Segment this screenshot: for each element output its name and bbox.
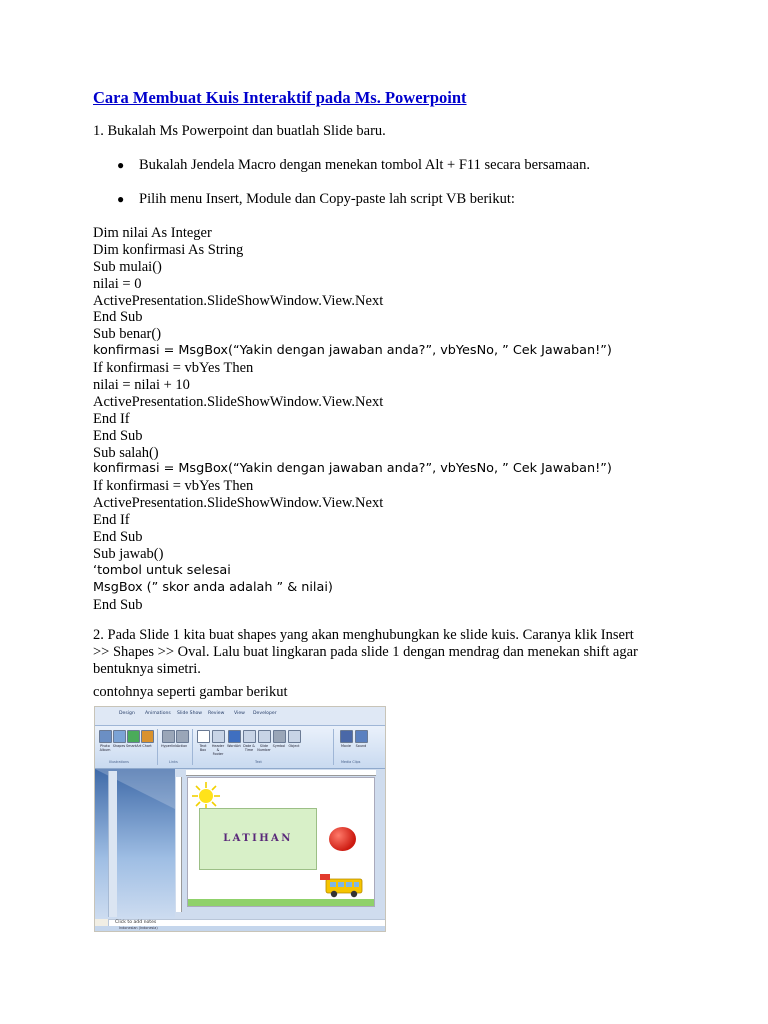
ribbon-group-label: Illustrations [109, 760, 129, 764]
step-1-text: 1. Bukalah Ms Powerpoint dan buatlah Slide baru. [93, 123, 386, 139]
wordart-button [227, 730, 241, 748]
ribbon-tab: Animations [145, 711, 171, 716]
step-2-line: 2. Pada Slide 1 kita buat shapes yang akan menghubungkan ke slide kuis. Caranya klik Insert [93, 627, 634, 643]
smartart-button [126, 730, 140, 748]
object-icon [288, 730, 301, 743]
ribbon-group-label: Links [169, 760, 178, 764]
button-label: WordArt [227, 744, 241, 748]
date-time-button [242, 730, 256, 752]
symbol-button [272, 730, 286, 748]
slide-number-icon [258, 730, 271, 743]
chart-button [140, 730, 154, 748]
ribbon-tab: View [234, 711, 245, 716]
ribbon-tab: Design [119, 711, 135, 716]
button-label: Action [176, 744, 188, 748]
code-line: Dim konfirmasi As String [93, 241, 244, 258]
code-line: Sub jawab() [93, 545, 164, 562]
button-label: Hyperlink [161, 744, 178, 748]
object-button [287, 730, 301, 748]
ribbon-tabs-bar [95, 707, 385, 726]
code-line: Sub salah() [93, 444, 159, 461]
ribbon [95, 726, 385, 769]
header-footer-icon [212, 730, 225, 743]
code-line: End If [93, 512, 130, 529]
button-label: Date & Time [243, 744, 255, 752]
button-label: Movie [340, 744, 352, 748]
action-icon [176, 730, 189, 743]
action-button [175, 730, 189, 748]
shapes-icon [113, 730, 126, 743]
group-divider [192, 729, 193, 765]
sun-icon [191, 781, 221, 811]
code-line: ‘tombol untuk selesai [93, 562, 231, 578]
shapes-button [112, 730, 126, 748]
text-box-button [196, 730, 210, 752]
slide-canvas [187, 777, 375, 907]
ribbon-tab: Developer [253, 711, 277, 716]
code-line: Sub mulai() [93, 258, 162, 275]
step-2-line: bentuknya simetri. [93, 661, 201, 677]
text-box-icon [197, 730, 210, 743]
code-line: If konfirmasi = vbYes Then [93, 478, 254, 495]
button-label: Photo Album [99, 744, 111, 752]
header-footer-button [211, 730, 225, 756]
bullet-item [117, 191, 515, 208]
smartart-icon [127, 730, 140, 743]
sound-button [354, 730, 368, 748]
group-divider [333, 729, 334, 765]
code-line: End Sub [93, 529, 143, 546]
ribbon-tab: Review [208, 711, 225, 716]
code-line: End Sub [93, 309, 143, 326]
chart-icon [141, 730, 154, 743]
step-2-text [93, 627, 683, 678]
button-label: Chart [142, 744, 152, 748]
code-line: ActivePresentation.SlideShowWindow.View.Next [93, 292, 384, 309]
latihan-box [199, 808, 317, 870]
sound-icon [355, 730, 368, 743]
button-label: Symbol [272, 744, 286, 748]
horizontal-ruler [186, 770, 376, 776]
code-line: If konfirmasi = vbYes Then [93, 360, 254, 377]
code-line: End Sub [93, 427, 143, 444]
photo-album-button [98, 730, 112, 752]
slides-pane-scrollbar [108, 771, 117, 917]
powerpoint-screenshot [94, 706, 386, 932]
code-line: ActivePresentation.SlideShowWindow.View.Next [93, 495, 384, 512]
code-line: konfirmasi = MsgBox(“Yakin dengan jawaban anda?”, vbYesNo, ” Cek Jawaban!”) [93, 343, 612, 359]
bullet-text: Bukalah Jendela Macro dengan menekan tombol Alt + F11 secara bersamaan. [139, 157, 590, 173]
grass-strip [188, 899, 374, 906]
notes-pane: Click to add notes [108, 919, 386, 927]
code-line: Sub benar() [93, 326, 162, 343]
ribbon-group-label: Text [255, 760, 262, 764]
document-title-link[interactable]: Cara Membuat Kuis Interaktif pada Ms. Powerpoint [93, 88, 467, 107]
oval-button-shape [329, 827, 356, 851]
code-line: konfirmasi = MsgBox(“Yakin dengan jawaban anda?”, vbYesNo, ” Cek Jawaban!”) [93, 461, 612, 477]
code-line: Dim nilai As Integer [93, 225, 212, 241]
code-line: ActivePresentation.SlideShowWindow.View.Next [93, 393, 384, 410]
movie-button [339, 730, 353, 748]
wordart-icon [228, 730, 241, 743]
bullet-item [117, 157, 590, 174]
vertical-ruler [176, 777, 182, 912]
ribbon-tab: Slide Show [177, 711, 203, 716]
group-divider [157, 729, 158, 765]
button-label: Object [288, 744, 300, 748]
school-bus-icon [320, 874, 368, 900]
slide-number-button [257, 730, 271, 752]
code-line: End If [93, 410, 130, 427]
code-line: MsgBox (” skor anda adalah ” & nilai) [93, 579, 333, 595]
bullet-dot-icon: ● [117, 192, 125, 206]
date-time-icon [243, 730, 256, 743]
hyperlink-icon [162, 730, 175, 743]
button-label: Sound [355, 744, 367, 748]
latihan-text: LATIHAN [223, 833, 293, 844]
ribbon-group-label: Media Clips [341, 760, 361, 764]
button-label: Shapes [112, 744, 126, 748]
symbol-icon [273, 730, 286, 743]
status-bar: Indonesian (Indonesia) [95, 926, 386, 931]
button-label: SmartArt [126, 744, 142, 748]
code-line: nilai = 0 [93, 275, 142, 292]
photo-album-icon [99, 730, 112, 743]
bullet-dot-icon: ● [117, 158, 125, 172]
slides-pane [95, 769, 175, 919]
button-label: Header & Footer [211, 744, 225, 756]
movie-icon [340, 730, 353, 743]
hyperlink-button [161, 730, 178, 748]
pane-highlight [95, 769, 175, 809]
vb-script-code [93, 225, 612, 613]
code-line: nilai = nilai + 10 [93, 377, 190, 394]
button-label: Slide Number [257, 744, 271, 752]
figure-caption: contohnya seperti gambar berikut [93, 684, 288, 700]
button-label: Text Box [199, 744, 207, 752]
bullet-text: Pilih menu Insert, Module dan Copy-paste lah script VB berikut: [139, 191, 515, 207]
step-2-line: >> Shapes >> Oval. Lalu buat lingkaran pada slide 1 dengan mendrag dan menekan shift agar [93, 644, 638, 660]
code-line: End Sub [93, 596, 143, 613]
